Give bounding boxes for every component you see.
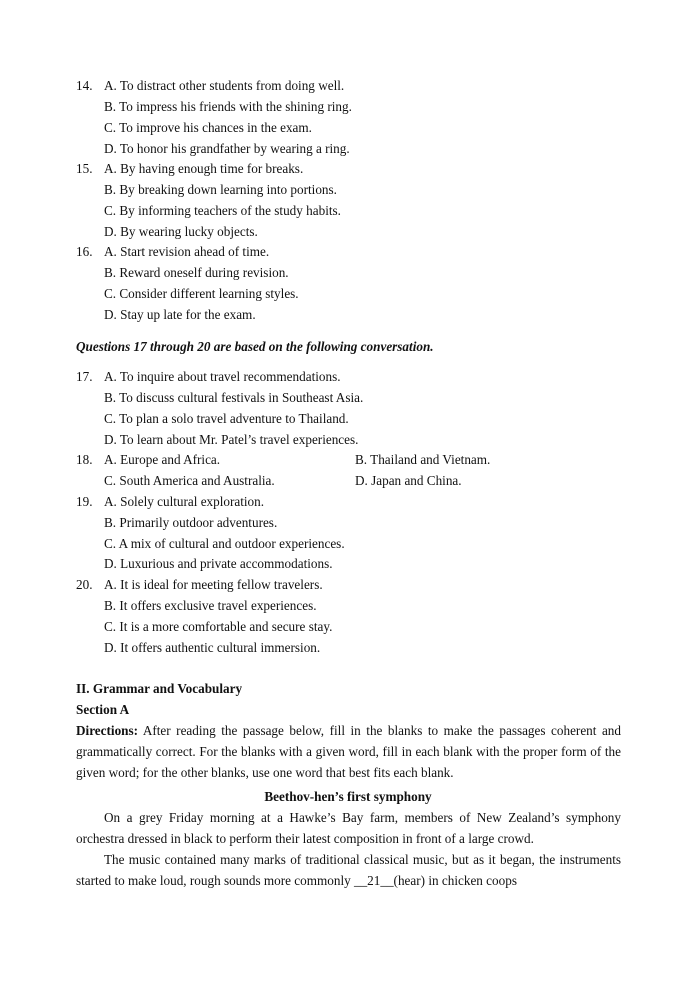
conversation-heading: Questions 17 through 20 are based on the following conversation. bbox=[76, 339, 434, 354]
option-d: D. To honor his grandfather by wearing a ring. bbox=[104, 141, 350, 156]
option-a: A. By having enough time for breaks. bbox=[104, 161, 304, 176]
option-b: B. Thailand and Vietnam. bbox=[355, 452, 491, 467]
passage-title: Beethov-hen’s first symphony bbox=[264, 789, 432, 804]
directions-label: Directions: bbox=[76, 723, 139, 738]
option-b: B. To impress his friends with the shining ring. bbox=[104, 99, 352, 114]
question-number: 18. bbox=[76, 452, 93, 467]
option-a: A. Europe and Africa. bbox=[104, 452, 221, 467]
option-c: C. Consider different learning styles. bbox=[104, 286, 299, 301]
option-d: D. Luxurious and private accommodations. bbox=[104, 556, 333, 571]
option-c: C. By informing teachers of the study habits. bbox=[104, 203, 341, 218]
option-d: D. Stay up late for the exam. bbox=[104, 307, 256, 322]
section-title: II. Grammar and Vocabulary bbox=[76, 681, 243, 696]
passage-paragraph-2: The music contained many marks of traditional classical music, but as it began, the instruments started to make loud, rough sounds more commonly __21__(hear) in chicken coops bbox=[76, 852, 621, 888]
question-number: 15. bbox=[76, 161, 93, 176]
passage-paragraph-1: On a grey Friday morning at a Hawke’s Bay farm, members of New Zealand’s symphony orchestra dressed in black to perform their latest composition in front of a large crowd. bbox=[76, 810, 621, 846]
option-d: D. It offers authentic cultural immersion. bbox=[104, 640, 321, 655]
section-subtitle: Section A bbox=[76, 702, 130, 717]
option-a: A. To distract other students from doing well. bbox=[104, 78, 345, 93]
option-c: C. To plan a solo travel adventure to Thailand. bbox=[104, 411, 349, 426]
option-d: D. By wearing lucky objects. bbox=[104, 224, 258, 239]
option-a: A. To inquire about travel recommendations. bbox=[104, 369, 341, 384]
option-a: A. It is ideal for meeting fellow travelers. bbox=[104, 577, 323, 592]
option-c: C. South America and Australia. bbox=[104, 473, 275, 488]
option-b: B. Reward oneself during revision. bbox=[104, 265, 289, 280]
option-c: C. A mix of cultural and outdoor experiences. bbox=[104, 536, 345, 551]
question-number: 14. bbox=[76, 78, 93, 93]
option-b: B. Primarily outdoor adventures. bbox=[104, 515, 278, 530]
option-b: B. By breaking down learning into portions. bbox=[104, 182, 337, 197]
option-c: C. To improve his chances in the exam. bbox=[104, 120, 312, 135]
option-d: D. Japan and China. bbox=[355, 473, 462, 488]
option-a: A. Start revision ahead of time. bbox=[104, 244, 270, 259]
question-number: 16. bbox=[76, 244, 93, 259]
question-number: 19. bbox=[76, 494, 93, 509]
option-d: D. To learn about Mr. Patel’s travel experiences. bbox=[104, 432, 359, 447]
directions-paragraph bbox=[76, 721, 621, 783]
option-a: A. Solely cultural exploration. bbox=[104, 494, 265, 509]
option-b: B. To discuss cultural festivals in Southeast Asia. bbox=[104, 390, 364, 405]
option-b: B. It offers exclusive travel experiences. bbox=[104, 598, 317, 613]
option-c: C. It is a more comfortable and secure stay. bbox=[104, 619, 333, 634]
question-number: 17. bbox=[76, 369, 93, 384]
question-number: 20. bbox=[76, 577, 93, 592]
directions-text: After reading the passage below, fill in the blanks to make the passages coherent and grammatically correct. For the blanks with a given word, fill in each blank with the proper form of the given word; for the other blanks, use one word that best fits each blank. bbox=[76, 723, 621, 780]
